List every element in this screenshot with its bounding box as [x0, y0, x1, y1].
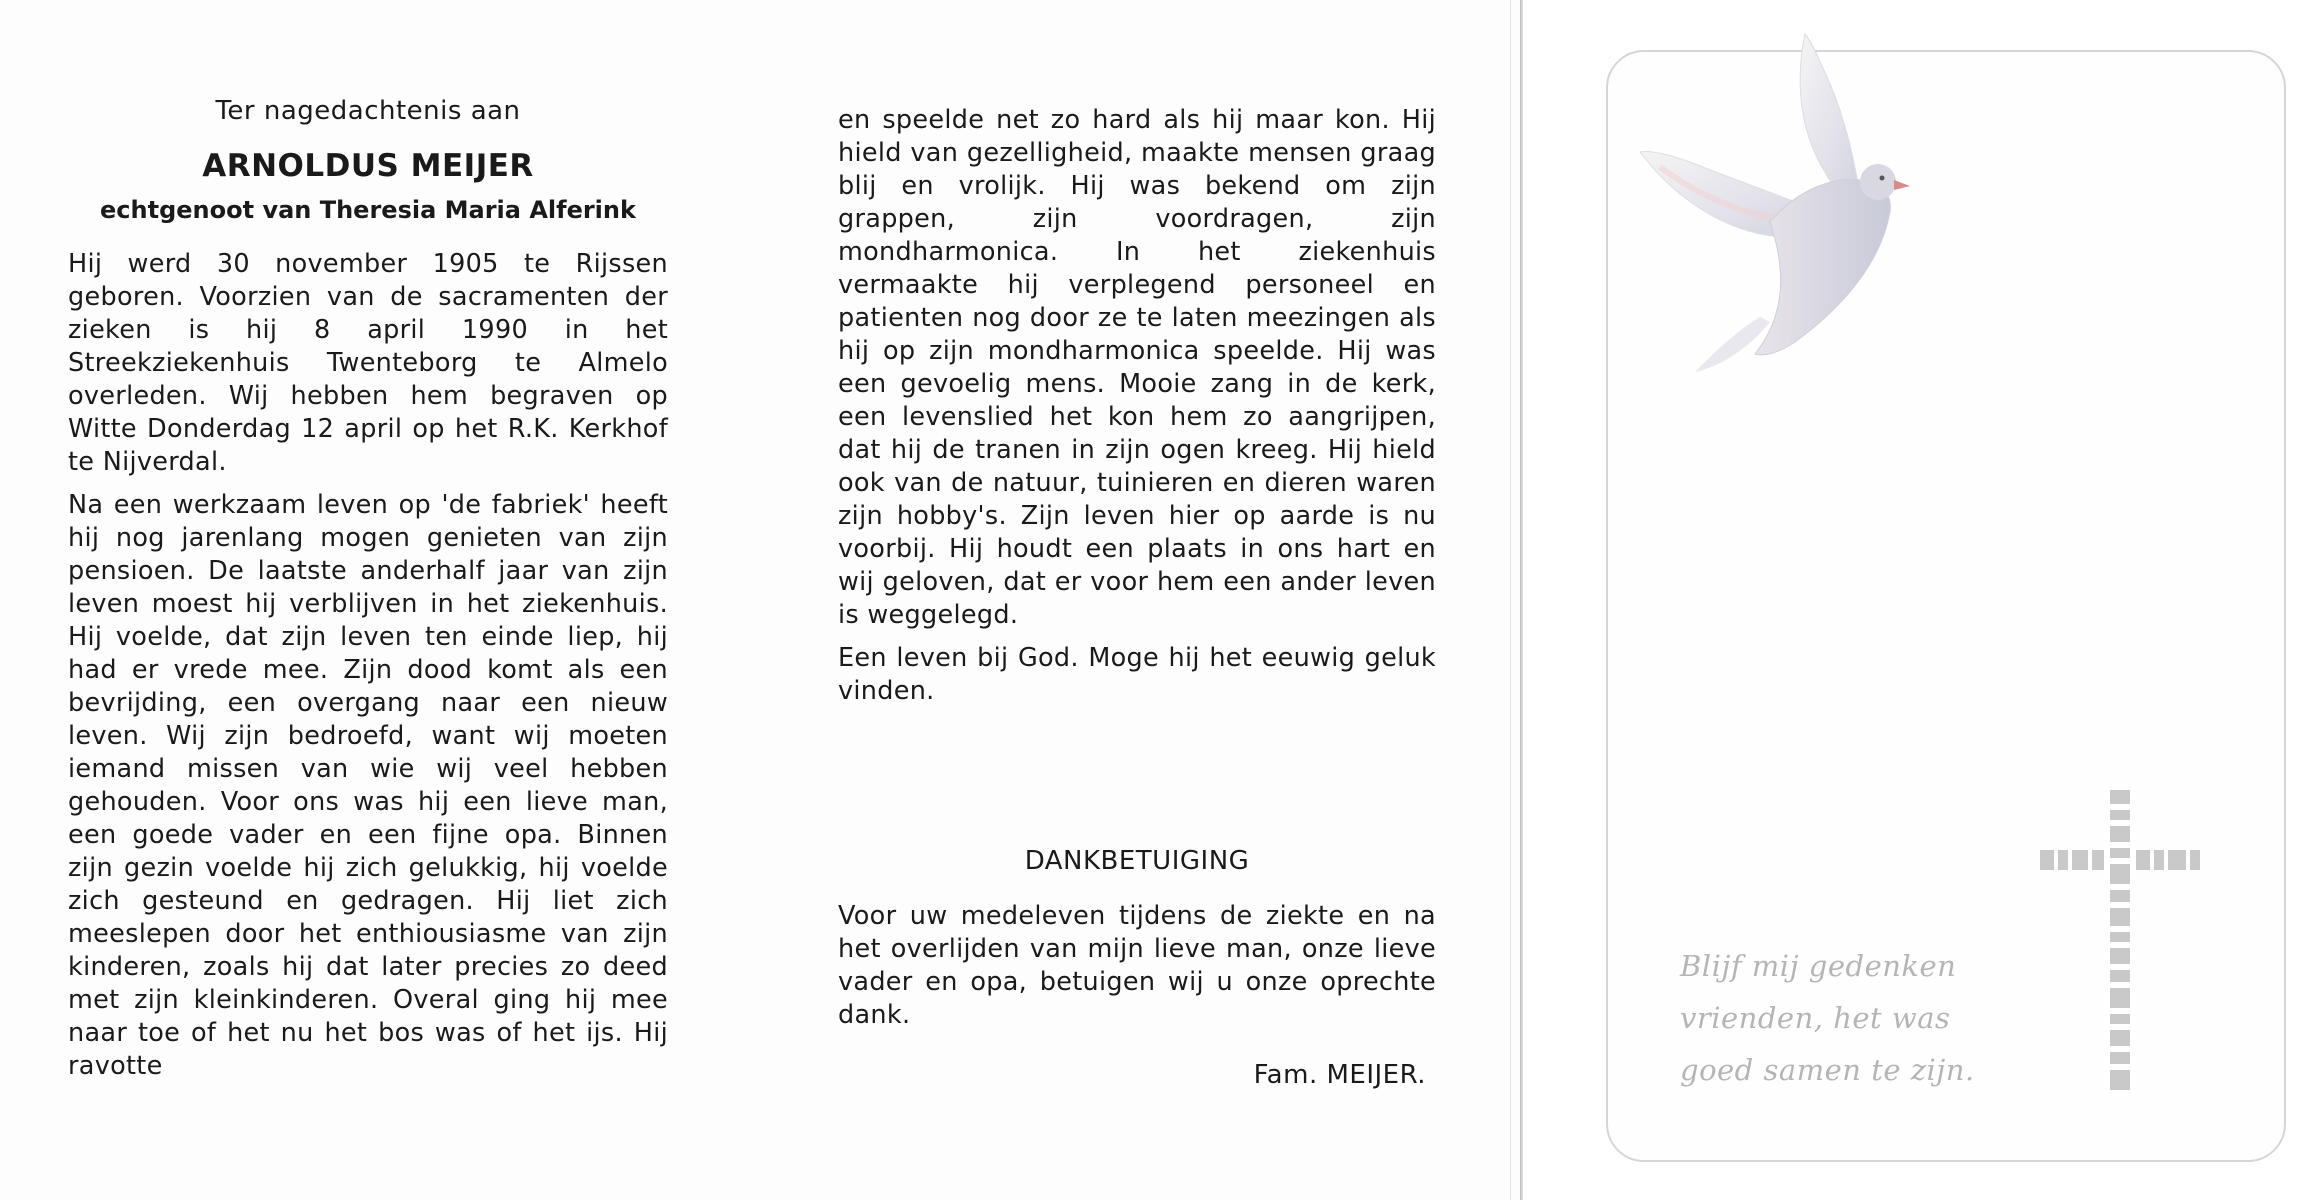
deceased-name: ARNOLDUS MEIJER: [202, 148, 534, 184]
biography-paragraph-4: Een leven bij God. Moge hij het eeuwig geluk vinden.: [838, 643, 1436, 706]
poem-line-1: Blijf mij gedenken: [1680, 949, 1957, 983]
card-fold-line: [1520, 0, 1523, 1200]
signature: Fam. MEIJER.: [1253, 1060, 1426, 1090]
intro-text: Ter nagedachtenis aan: [215, 96, 521, 126]
poem-line-3: goed samen te zijn.: [1680, 1053, 1975, 1087]
poem-line-2: vrienden, het was: [1680, 1001, 1951, 1035]
dove-icon: [1620, 22, 1920, 382]
card-poem: [1680, 940, 2020, 1096]
spouse-line: echtgenoot van Theresia Maria Alferink: [100, 196, 636, 224]
left-column: [68, 96, 668, 1093]
thanks-title: DANKBETUIGING: [1024, 846, 1250, 876]
biography-paragraph-2: Na een werkzaam leven op 'de fabriek' heeft hij nog jarenlang mogen genieten van zijn pensioen. De laatste anderhalf jaar van zijn leven moest hij verblijven in het ziekenhuis. Hij voelde, dat zijn leven ten einde liep, hij had er vrede mee. Zijn dood komt als een bevrijding, een overgang naar een nieuw leven. Wij zijn bedroefd, want wij moeten iemand missen van wie wij veel hebben gehouden. Voor ons was hij een lieve man, een goede vader en een fijne opa. Binnen zijn gezin voelde hij zich gelukkig, hij voelde zich gesteund en gedragen. Hij liet zich meeslepen door het enthiousiasme van zijn kinderen, zoals hij dat later precies zo deed met zijn kleinkinderen. Overal ging hij mee naar toe of het nu het bos was of het ijs. Hij ravotte: [68, 490, 668, 1081]
thanks-text: Voor uw medeleven tijdens de ziekte en na het overlijden van mijn lieve man, onze lieve vader en opa, betuigen wij u onze oprechte dank.: [838, 901, 1436, 1030]
right-column: [838, 104, 1436, 1090]
biography-paragraph-3: en speelde net zo hard als hij maar kon. Hij hield van gezelligheid, maakte mensen graag blij en vrolijk. Hij was bekend om zijn grappen, zijn voordragen, zijn mondharmonica. In het ziekenhuis vermaakte hij verplegend personeel en patienten nog door ze te laten meezingen als hij op zijn mondharmonica speelde. Hij was een gevoelig mens. Mooie zang in de kerk, een levenslied het kon hem zo aangrijpen, dat hij de tranen in zijn ogen kreeg. Hij hield ook van de natuur, tuinieren en dieren waren zijn hobby's. Zijn leven hier op aarde is nu voorbij. Hij houdt een plaats in ons hart en wij geloven, dat er voor hem een ander leven is weggelegd.: [838, 105, 1436, 630]
cross-icon: [2040, 790, 2210, 1100]
biography-paragraph-1: Hij werd 30 november 1905 te Rijssen geboren. Voorzien van de sacramenten der zieken is hij 8 april 1990 in het Streekziekenhuis Twenteborg te Almelo overleden. Wij hebben hem begraven op Witte Donderdag 12 april op het R.K. Kerkhof te Nijverdal.: [68, 249, 668, 477]
fold-shadow: [1510, 0, 1511, 1200]
